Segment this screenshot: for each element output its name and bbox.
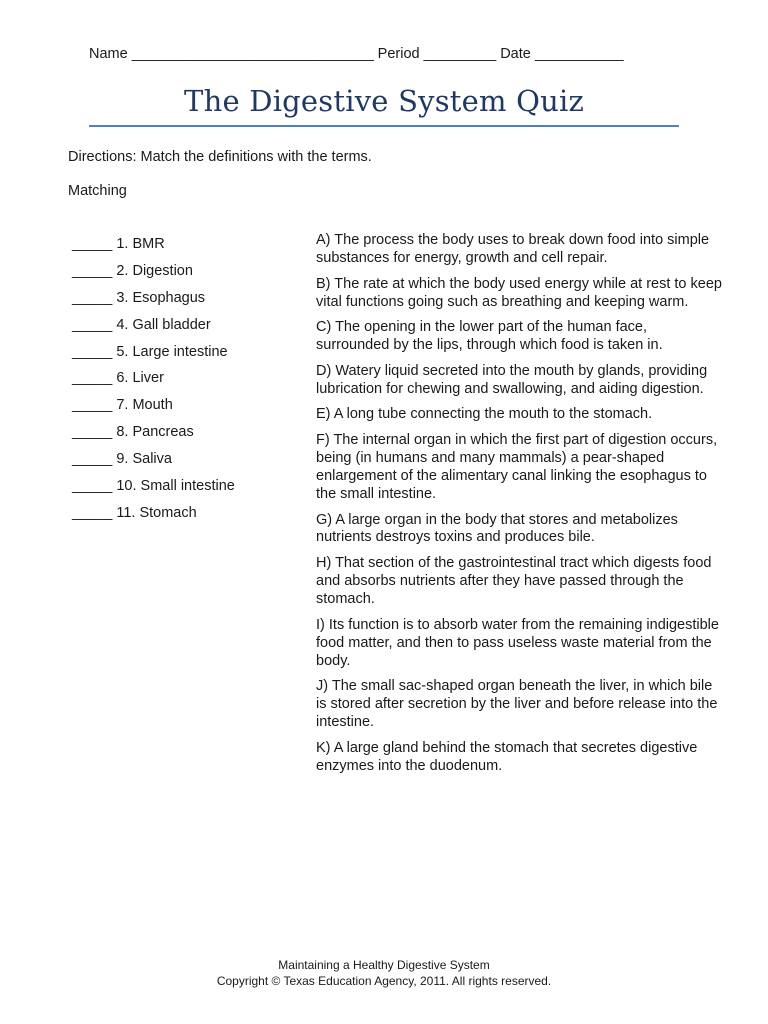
definition-item: G) A large organ in the body that stores and metabolizes nutrients destroys toxins and produces bile.: [316, 511, 678, 546]
directions-text: Directions: Match the definitions with the terms.: [68, 149, 372, 165]
term-item: _____ 7. Mouth: [72, 397, 173, 414]
page-footer: [0, 958, 768, 989]
term-item: _____ 11. Stomach: [72, 504, 197, 521]
definition-item: I) Its function is to absorb water from the remaining indigestible food matter, and then to pass useless waste material from the body.: [316, 616, 719, 669]
term-item: _____ 10. Small intestine: [72, 478, 235, 495]
term-item: _____ 2. Digestion: [72, 262, 193, 279]
title-divider: [89, 125, 679, 127]
term-item: _____ 4. Gall bladder: [72, 316, 211, 333]
term-item: _____ 6. Liver: [72, 370, 164, 387]
term-item: _____ 9. Saliva: [72, 451, 172, 468]
footer-copyright: Copyright © Texas Education Agency, 2011. All rights reserved.: [216, 973, 552, 988]
definition-item: F) The internal organ in which the first part of digestion occurs, being (in humans and many mammals) a pear-shaped enlargement of the alimentary canal linking the esophagus to the small intestine.: [316, 432, 718, 502]
page-title: The Digestive System Quiz: [184, 84, 584, 118]
definition-item: H) That section of the gastrointestinal tract which digests food and absorbs nutrients after they have passed through the stomach.: [316, 555, 712, 607]
definition-item: J) The small sac-shaped organ beneath the liver, in which bile is stored after secretion by the liver and before release into the intestine.: [316, 678, 718, 731]
footer-title: Maintaining a Healthy Digestive System: [278, 958, 490, 972]
definition-item: K) A large gland behind the stomach that secretes digestive enzymes into the duodenum.: [316, 739, 698, 774]
definition-item: E) A long tube connecting the mouth to the stomach.: [316, 406, 653, 423]
definitions-list: [316, 232, 724, 783]
term-item: _____ 5. Large intestine: [72, 343, 228, 360]
definition-item: D) Watery liquid secreted into the mouth by glands, providing lubrication for chewing and swallowing, and aiding digestion.: [316, 362, 708, 397]
terms-list: [72, 236, 235, 532]
term-item: _____ 3. Esophagus: [72, 289, 206, 306]
definition-item: B) The rate at which the body used energy while at rest to keep vital functions going such as breathing and keeping warm.: [316, 275, 722, 310]
term-item: _____ 1. BMR: [72, 236, 165, 252]
student-info-line: Name ______________________________ Period _________ Date ___________: [89, 46, 624, 62]
section-label: Matching: [68, 183, 127, 199]
definition-item: A) The process the body uses to break down food into simple substances for energy, growth and cell repair.: [316, 232, 710, 266]
definition-item: C) The opening in the lower part of the human face, surrounded by the lips, through which food is taken in.: [316, 319, 663, 354]
term-item: _____ 8. Pancreas: [72, 424, 194, 441]
